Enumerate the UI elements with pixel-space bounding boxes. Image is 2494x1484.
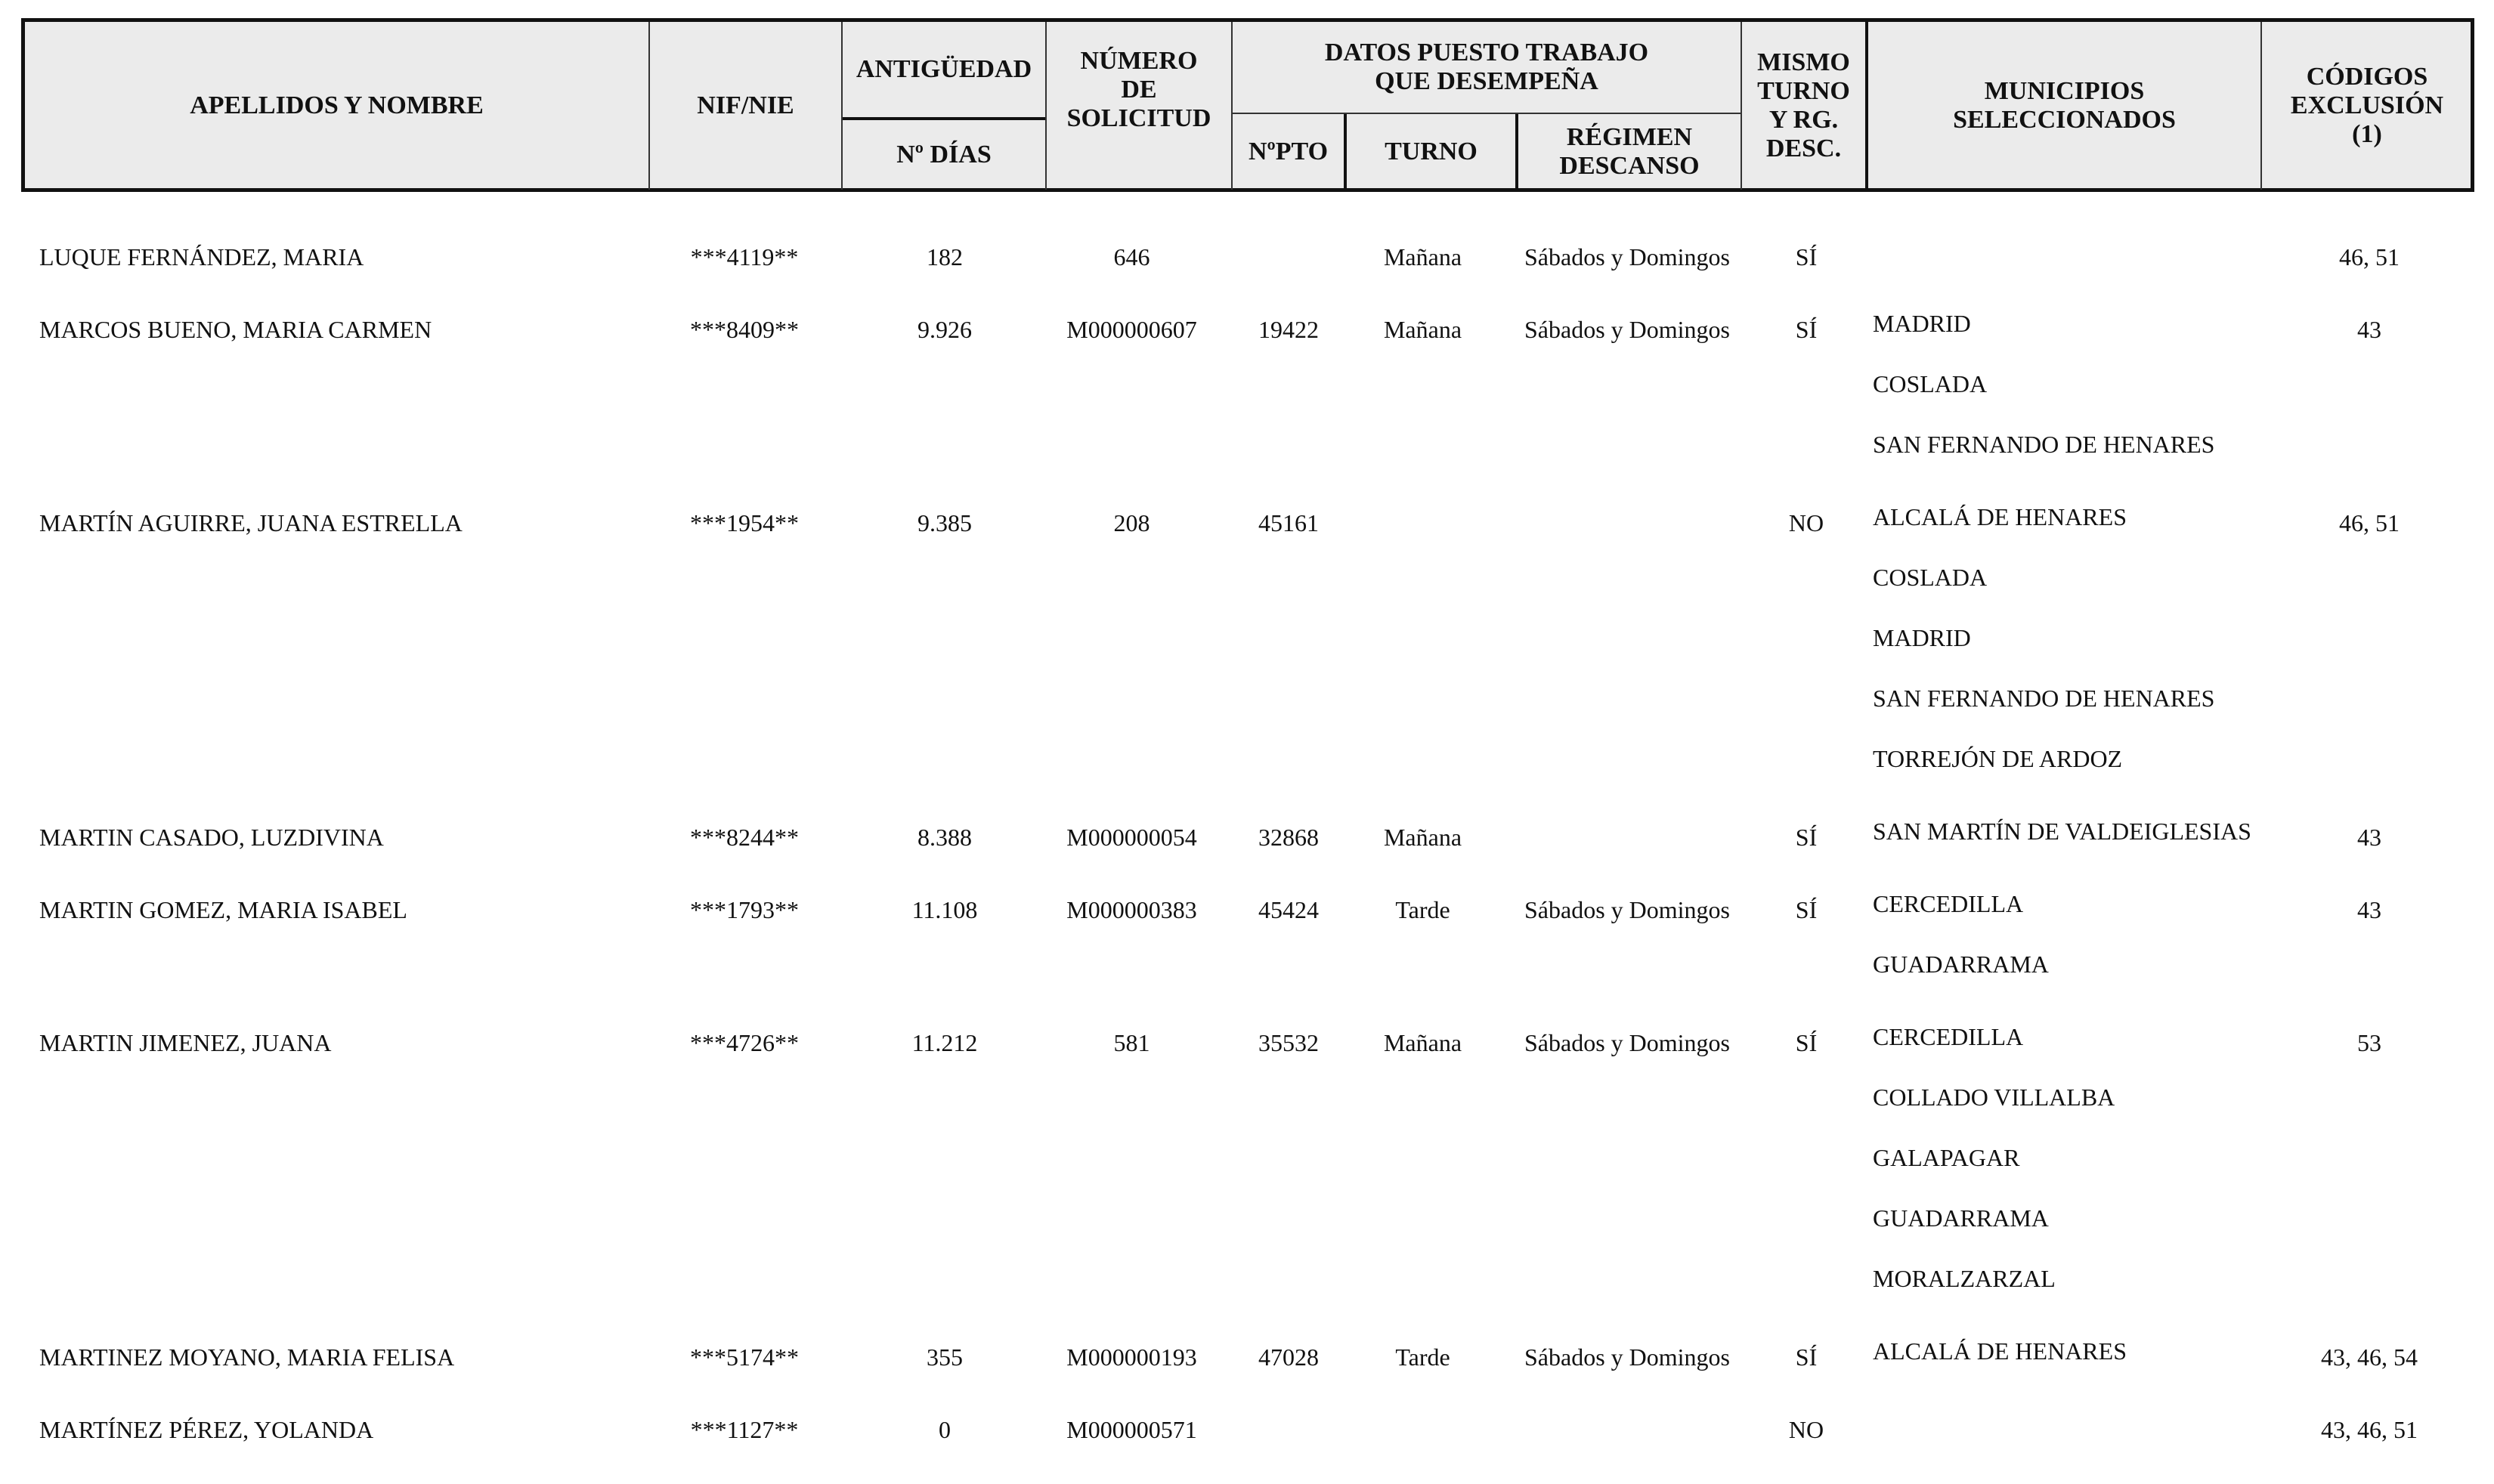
row-dias: 11.108 — [911, 896, 978, 923]
header-solicitud: NÚMERO DE SOLICITUD — [1066, 47, 1211, 132]
row-codigos: 43, 46, 51 — [2321, 1416, 2418, 1443]
header-municipios: MUNICIPIOS SELECCIONADOS — [1953, 77, 2176, 134]
row-nif: ***1793** — [690, 896, 799, 923]
row-municipio: COLLADO VILLALBA — [1873, 1084, 2115, 1111]
row-municipio: COSLADA — [1873, 564, 1988, 591]
row-mismo-turno: NO — [1788, 509, 1824, 536]
row-codigos: 43 — [2357, 316, 2381, 343]
row-turno: Mañana — [1383, 316, 1462, 343]
row-name: MARTIN CASADO, LUZDIVINA — [39, 824, 384, 851]
row-municipio: MADRID — [1873, 624, 1971, 651]
row-turno: Mañana — [1383, 1029, 1462, 1056]
row-nif: ***8409** — [690, 316, 799, 343]
header-npto: NºPTO — [1248, 138, 1329, 165]
row-mismo-turno: NO — [1788, 1416, 1824, 1443]
row-municipio: CERCEDILLA — [1873, 890, 2024, 917]
row-nif: ***4726** — [690, 1029, 799, 1056]
row-mismo-turno: SÍ — [1795, 824, 1818, 851]
row-municipio: TORREJÓN DE ARDOZ — [1873, 745, 2123, 772]
row-nif: ***1954** — [690, 509, 799, 536]
row-municipio: SAN MARTÍN DE VALDEIGLESIAS — [1873, 818, 2251, 845]
row-dias: 11.212 — [911, 1029, 978, 1056]
row-codigos: 43, 46, 54 — [2321, 1343, 2418, 1371]
row-solicitud: M000000383 — [1066, 896, 1197, 923]
row-codigos: 46, 51 — [2339, 243, 2400, 271]
row-nif: ***8244** — [690, 824, 799, 851]
row-regimen: Sábados y Domingos — [1524, 1343, 1730, 1371]
row-turno: Mañana — [1383, 824, 1462, 851]
row-codigos: 53 — [2357, 1029, 2381, 1056]
header-datos-puesto: DATOS PUESTO TRABAJO QUE DESEMPEÑA — [1324, 39, 1649, 95]
row-municipio: GUADARRAMA — [1873, 951, 2049, 978]
row-turno: Tarde — [1395, 1343, 1450, 1371]
row-regimen: Sábados y Domingos — [1524, 243, 1730, 271]
row-solicitud: 646 — [1113, 243, 1150, 271]
row-municipio: ALCALÁ DE HENARES — [1873, 1337, 2127, 1365]
row-name: MARTIN GOMEZ, MARIA ISABEL — [39, 896, 407, 923]
row-mismo-turno: SÍ — [1795, 316, 1818, 343]
row-solicitud: 208 — [1113, 509, 1150, 536]
row-npto: 45161 — [1258, 509, 1319, 536]
row-municipio: MADRID — [1873, 310, 1971, 337]
row-dias: 182 — [927, 243, 963, 271]
header-nif: NIF/NIE — [697, 91, 794, 119]
row-mismo-turno: SÍ — [1795, 243, 1818, 271]
header-mismo-turno: MISMO TURNO Y RG. DESC. — [1757, 48, 1850, 162]
row-mismo-turno: SÍ — [1795, 1029, 1818, 1056]
table-header — [21, 18, 2474, 192]
row-npto: 19422 — [1258, 316, 1319, 343]
row-mismo-turno: SÍ — [1795, 896, 1818, 923]
row-municipio: CERCEDILLA — [1873, 1023, 2024, 1050]
row-turno: Mañana — [1383, 243, 1462, 271]
row-nif: ***5174** — [690, 1343, 799, 1371]
row-name: MARTINEZ MOYANO, MARIA FELISA — [39, 1343, 455, 1371]
row-name: MARCOS BUENO, MARIA CARMEN — [39, 316, 432, 343]
row-mismo-turno: SÍ — [1795, 1343, 1818, 1371]
row-name: MARTÍNEZ PÉREZ, YOLANDA — [39, 1416, 374, 1443]
row-dias: 9.926 — [917, 316, 972, 343]
row-npto: 47028 — [1258, 1343, 1319, 1371]
row-municipio: SAN FERNANDO DE HENARES — [1873, 431, 2215, 458]
header-dias: Nº DÍAS — [896, 141, 992, 168]
row-municipio: GALAPAGAR — [1873, 1144, 2020, 1171]
row-npto: 32868 — [1258, 824, 1319, 851]
row-nif: ***1127** — [690, 1416, 799, 1443]
row-name: LUQUE FERNÁNDEZ, MARIA — [39, 243, 364, 271]
row-dias: 0 — [939, 1416, 951, 1443]
row-municipio: ALCALÁ DE HENARES — [1873, 503, 2127, 530]
row-solicitud: M000000607 — [1066, 316, 1197, 343]
header-regimen: RÉGIMEN DESCANSO — [1559, 123, 1700, 180]
header-turno: TURNO — [1385, 138, 1478, 165]
row-npto: 45424 — [1258, 896, 1319, 923]
row-solicitud: M000000054 — [1066, 824, 1197, 851]
row-municipio: MORALZARZAL — [1873, 1265, 2056, 1292]
row-solicitud: 581 — [1113, 1029, 1150, 1056]
header-codigos: CÓDIGOS EXCLUSIÓN (1) — [2290, 63, 2444, 148]
row-dias: 9.385 — [917, 509, 972, 536]
row-regimen: Sábados y Domingos — [1524, 316, 1730, 343]
header-name: APELLIDOS Y NOMBRE — [190, 91, 484, 119]
row-nif: ***4119** — [690, 243, 799, 271]
header-antiguedad: ANTIGÜEDAD — [856, 55, 1032, 83]
row-regimen: Sábados y Domingos — [1524, 1029, 1730, 1056]
row-name: MARTÍN AGUIRRE, JUANA ESTRELLA — [39, 509, 463, 536]
row-turno: Tarde — [1395, 896, 1450, 923]
row-solicitud: M000000193 — [1066, 1343, 1197, 1371]
row-npto: 35532 — [1258, 1029, 1319, 1056]
row-codigos: 43 — [2357, 896, 2381, 923]
row-municipio: COSLADA — [1873, 370, 1988, 397]
row-regimen: Sábados y Domingos — [1524, 896, 1730, 923]
row-solicitud: M000000571 — [1066, 1416, 1197, 1443]
row-municipio: GUADARRAMA — [1873, 1204, 2049, 1232]
row-dias: 355 — [927, 1343, 963, 1371]
row-codigos: 43 — [2357, 824, 2381, 851]
row-name: MARTIN JIMENEZ, JUANA — [39, 1029, 332, 1056]
row-dias: 8.388 — [917, 824, 972, 851]
row-municipio: SAN FERNANDO DE HENARES — [1873, 685, 2215, 712]
row-codigos: 46, 51 — [2339, 509, 2400, 536]
